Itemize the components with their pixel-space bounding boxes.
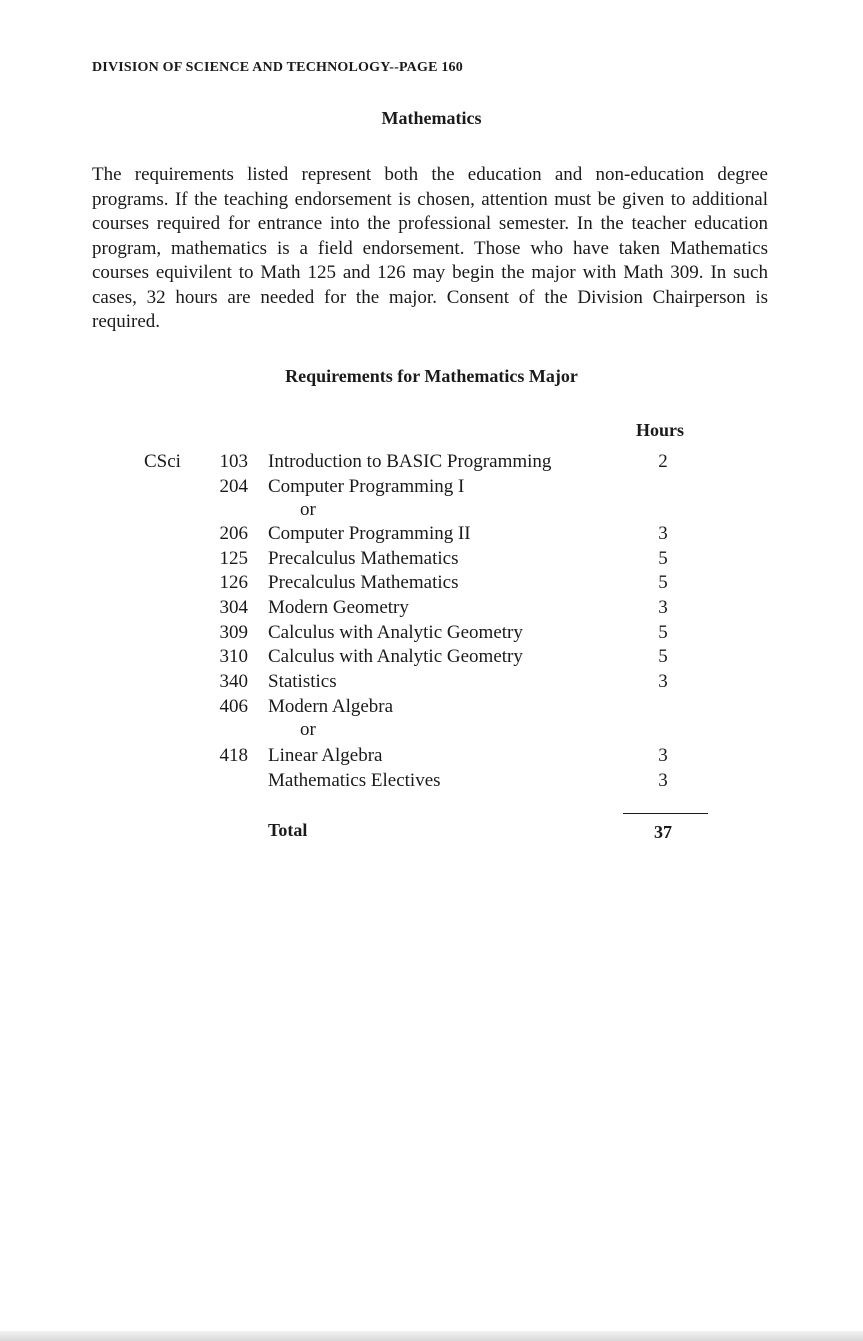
row-hours: 3 [658, 770, 668, 791]
row-course-title: Calculus with Analytic Geometry [268, 622, 523, 643]
row-course-number: 309 [219, 622, 248, 643]
row-course-title: Introduction to BASIC Programming [268, 451, 552, 472]
total-rule [623, 813, 708, 814]
row-course-number: 126 [219, 572, 248, 593]
hours-column-header: Hours [636, 420, 685, 440]
total-label: Total [268, 820, 308, 840]
row-hours: 5 [658, 572, 668, 593]
row-course-title: Modern Algebra [268, 696, 394, 717]
running-head: DIVISION OF SCIENCE AND TECHNOLOGY--PAGE 160 [92, 60, 463, 75]
row-course-number: 406 [219, 696, 248, 717]
row-course-title: Precalculus Mathematics [268, 548, 459, 569]
row-dept: CSci [144, 451, 181, 472]
scan-edge [0, 1331, 863, 1341]
row-hours: 3 [658, 523, 668, 544]
row-course-number: 340 [219, 671, 248, 692]
row-hours: 5 [658, 646, 668, 667]
requirements-title: Requirements for Mathematics Major [285, 366, 578, 386]
row-course-title: Precalculus Mathematics [268, 572, 459, 593]
row-course-number: 206 [219, 523, 248, 544]
row-course-number: 304 [219, 597, 248, 618]
row-course-number: 204 [219, 476, 248, 497]
row-course-number: 103 [219, 451, 248, 472]
requirements-table [0, 418, 863, 858]
row-course-number: 418 [219, 745, 248, 766]
row-or-connector: or [300, 719, 316, 740]
row-course-title: Mathematics Electives [268, 770, 441, 791]
row-course-number: 125 [219, 548, 248, 569]
row-hours: 3 [658, 597, 668, 618]
section-title: Mathematics [381, 108, 482, 128]
row-course-title: Computer Programming I [268, 476, 465, 497]
row-course-title: Calculus with Analytic Geometry [268, 646, 523, 667]
row-course-title: Modern Geometry [268, 597, 409, 618]
row-course-title: Computer Programming II [268, 523, 471, 544]
total-hours: 37 [654, 822, 672, 842]
row-hours: 2 [658, 451, 668, 472]
row-hours: 3 [658, 745, 668, 766]
row-hours: 3 [658, 671, 668, 692]
row-hours: 5 [658, 548, 668, 569]
row-course-number: 310 [219, 646, 248, 667]
intro-paragraph: The requirements listed represent both the education and non-education degree programs. If the teaching endorsement is chosen, attention must be given to additional courses required for entrance into the professional semester. In the teacher education program, mathematics is a field endorsement. Those who have taken Mathematics courses equivilent to Math 125 and 126 may begin the major with Math 309. In such cases, 32 hours are needed for the major. Consent of the Division Chairperson is required. [92, 164, 768, 332]
row-course-title: Statistics [268, 671, 337, 692]
row-course-title: Linear Algebra [268, 745, 383, 766]
row-hours: 5 [658, 622, 668, 643]
row-or-connector: or [300, 499, 316, 520]
